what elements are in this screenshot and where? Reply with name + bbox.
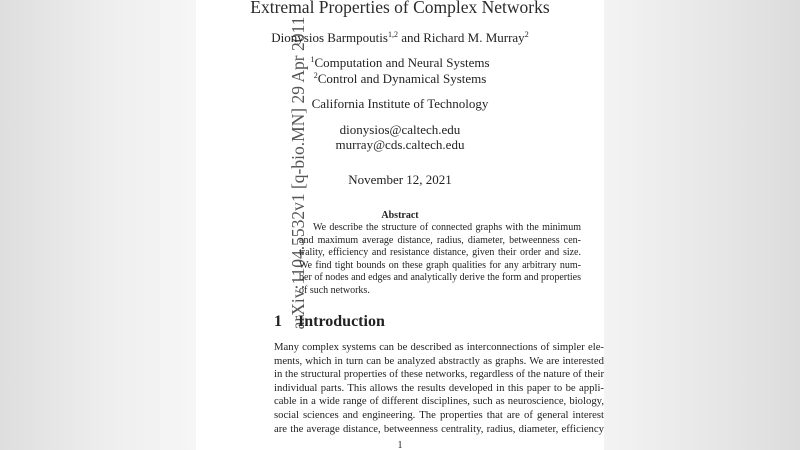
institution: California Institute of Technology	[311, 96, 489, 111]
section-body	[274, 341, 604, 436]
author-2-affiliation-marks: 2	[524, 30, 529, 39]
section-number: 1	[274, 313, 282, 330]
paper-title: Extremal Properties of Complex Networks	[250, 0, 550, 17]
viewer-background-right	[604, 0, 800, 450]
affiliation-1-mark: 1	[310, 55, 315, 64]
body-line: social sciences and engineering. The properties that are of general interest	[274, 408, 604, 421]
viewer-background-left	[0, 0, 196, 450]
affiliation-2-text: Control and Dynamical Systems	[317, 71, 487, 86]
section-heading	[274, 313, 385, 331]
abstract-line: and maximum average distance, radius, diameter, betweenness cen-	[299, 234, 581, 246]
body-line: Many complex systems can be described as interconnections of simpler ele-	[274, 341, 604, 353]
paper-date: November 12, 2021	[348, 172, 452, 187]
paper-page	[196, 0, 604, 450]
body-line: ments, which in turn can be analyzed abstractly as graphs. We are interested	[274, 354, 604, 367]
abstract-line: We find tight bounds on these graph qualities for any arbitrary num-	[299, 259, 581, 271]
author-1-affiliation-marks: 1,2	[387, 30, 398, 39]
abstract-line: trality, efficiency and resistance distance, given their order and size.	[299, 247, 581, 259]
section-title: Introduction	[298, 313, 385, 330]
abstract-line: ber of nodes and edges and analytically derive the form and properties	[299, 272, 581, 284]
author-2: Richard M. Murray	[423, 30, 525, 45]
email-2: murray@cds.caltech.edu	[335, 137, 465, 152]
arxiv-stamp: arXiv:1104.5532v1 [q-bio.MN] 29 Apr 2011	[288, 16, 308, 330]
body-line: are the average distance, betweenness centrality, radius, diameter, efficiency	[274, 422, 604, 435]
author-connector: and	[397, 30, 424, 45]
affiliation-1	[196, 55, 604, 71]
abstract-line: We describe the structure of connected graphs with the minimum	[313, 222, 581, 233]
body-line: cable in a wide range of different disciplines, such as neuroscience, biology,	[274, 395, 604, 408]
email-1: dionysios@caltech.edu	[339, 122, 461, 137]
affiliation-2-mark: 2	[313, 71, 318, 80]
author-1: Dionysios Barmpoutis	[271, 30, 388, 45]
abstract-body	[299, 222, 581, 298]
abstract-line: of such networks.	[299, 284, 370, 296]
page-number: 1	[397, 440, 403, 450]
affiliation-1-text: Computation and Neural Systems	[314, 55, 490, 70]
affiliation-2	[196, 71, 604, 87]
abstract-heading: Abstract	[381, 210, 419, 221]
author-line	[196, 30, 604, 46]
body-line: individual parts. This allows the results developed in this paper to be appli-	[274, 381, 604, 394]
body-line: in the structural properties of these networks, regardless of the nature of their	[274, 368, 604, 381]
